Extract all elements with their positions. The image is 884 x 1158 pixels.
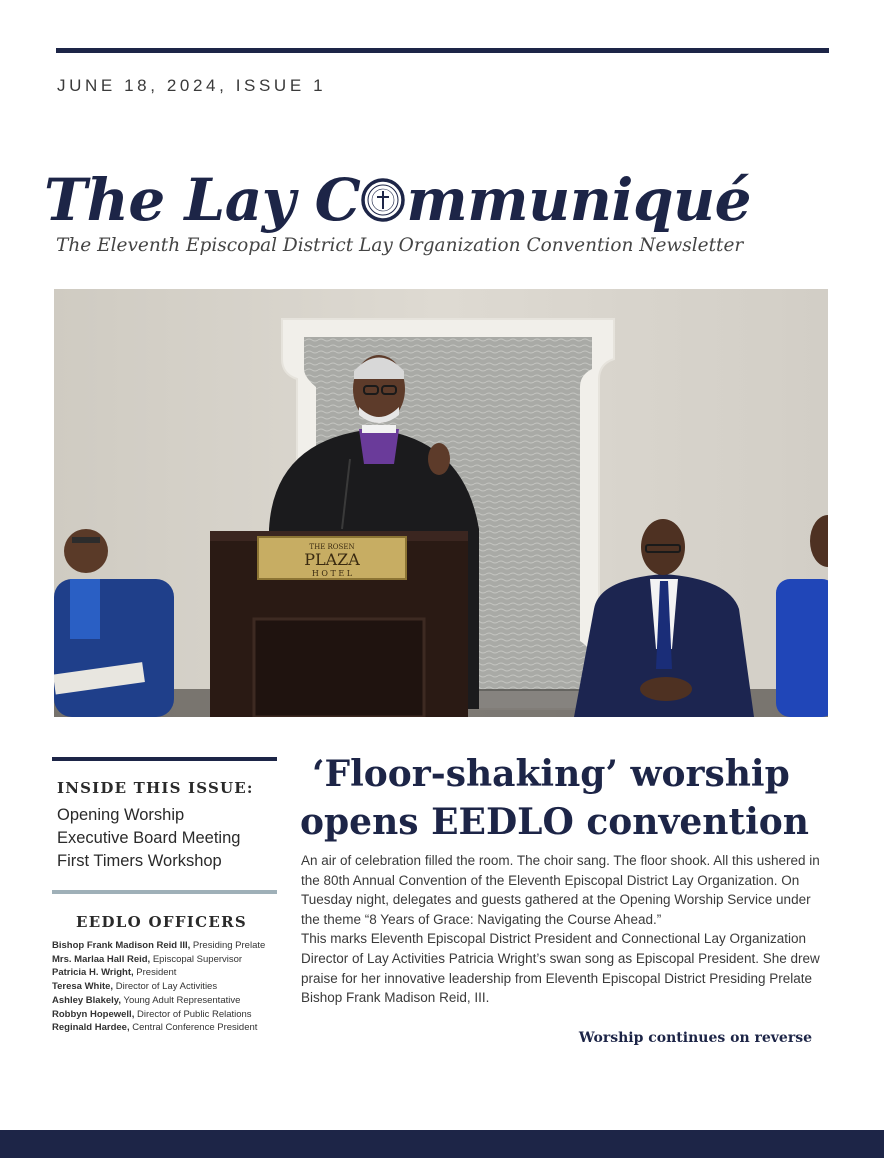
officer-role: Director of Lay Activities bbox=[113, 981, 218, 993]
hero-photo-illustration bbox=[54, 289, 828, 717]
sidebar-rule-top bbox=[52, 757, 277, 761]
podium-sign-top: THE ROSEN bbox=[309, 543, 355, 551]
officer-name: Robbyn Hopewell, bbox=[52, 1008, 135, 1020]
sidebar-rule-mid bbox=[52, 890, 277, 894]
inside-this-issue-heading: INSIDE THIS ISSUE: bbox=[57, 779, 254, 797]
officer-entry bbox=[52, 953, 284, 967]
officer-entry bbox=[52, 966, 284, 980]
footer-bar bbox=[0, 1130, 884, 1158]
officer-role: Director of Public Relations bbox=[134, 1008, 252, 1020]
officer-entry bbox=[52, 980, 284, 994]
inside-this-issue-list bbox=[57, 804, 240, 873]
article-headline-line2: opens EEDLO convention bbox=[300, 801, 809, 843]
officer-role: Presiding Prelate bbox=[190, 940, 266, 951]
article-paragraph: An air of celebration filled the room. The choir sang. The floor shook. All this ushered in the 80th Annual Convention of the Eleventh Episcopal District Lay Organization. On Tuesday night, delegates and guests gathered at the Opening Worship Service under the theme “8 Years of Grace: Navigating the Course Ahead.” bbox=[301, 853, 820, 927]
officer-name: Ashley Blakely, bbox=[52, 994, 122, 1006]
article-headline bbox=[300, 750, 820, 846]
officer-name: Teresa White, bbox=[52, 981, 114, 993]
officer-name: Mrs. Marlaa Hall Reid, bbox=[52, 953, 151, 965]
officers-heading: EEDLO OFFICERS bbox=[76, 913, 247, 931]
masthead-title-end: mmuniqué bbox=[406, 166, 752, 234]
inside-item: First Timers Workshop bbox=[57, 852, 222, 870]
masthead-title bbox=[44, 160, 751, 240]
inside-item: Opening Worship bbox=[57, 806, 185, 824]
podium-sign-bottom: H O T E L bbox=[311, 569, 353, 578]
podium bbox=[210, 531, 468, 717]
officer-entry bbox=[52, 1021, 284, 1035]
continue-note: Worship continues on reverse bbox=[578, 1030, 812, 1046]
article-body bbox=[301, 851, 821, 1008]
seal-icon bbox=[361, 178, 405, 222]
top-rule bbox=[56, 48, 829, 53]
officer-name: Reginald Hardee, bbox=[52, 1022, 130, 1034]
inside-item: Executive Board Meeting bbox=[57, 829, 241, 847]
officer-role: President bbox=[133, 967, 177, 979]
officer-name: Patricia H. Wright, bbox=[52, 967, 134, 979]
officer-entry bbox=[52, 994, 284, 1008]
officer-role: Episcopal Supervisor bbox=[150, 953, 243, 965]
hero-photo bbox=[54, 289, 828, 717]
officer-role: Young Adult Representative bbox=[121, 994, 241, 1006]
officers-list bbox=[52, 939, 284, 1035]
officer-role: Central Conference President bbox=[129, 1022, 258, 1034]
article-headline-line1: ‘Floor-shaking’ worship bbox=[312, 753, 790, 795]
article-paragraph: This marks Eleventh Episcopal District President and Connectional Lay Organization Director of Lay Activities Patricia Wright’s swan song as Episcopal President. She drew praise for her innovative leadership from Eleventh Episcopal District Presiding Prelate Bishop Frank Madison Reid, III. bbox=[301, 931, 820, 1006]
masthead-title-start: The Lay C bbox=[44, 166, 361, 234]
officer-name: Bishop Frank Madison Reid III, bbox=[52, 940, 191, 951]
officer-entry bbox=[52, 939, 284, 953]
issue-date: JUNE 18, 2024, ISSUE 1 bbox=[57, 76, 327, 95]
masthead-tagline: The Eleventh Episcopal District Lay Organization Convention Newsletter bbox=[56, 235, 744, 256]
podium-sign-main: PLAZA bbox=[304, 550, 360, 569]
officer-entry bbox=[52, 1008, 284, 1022]
